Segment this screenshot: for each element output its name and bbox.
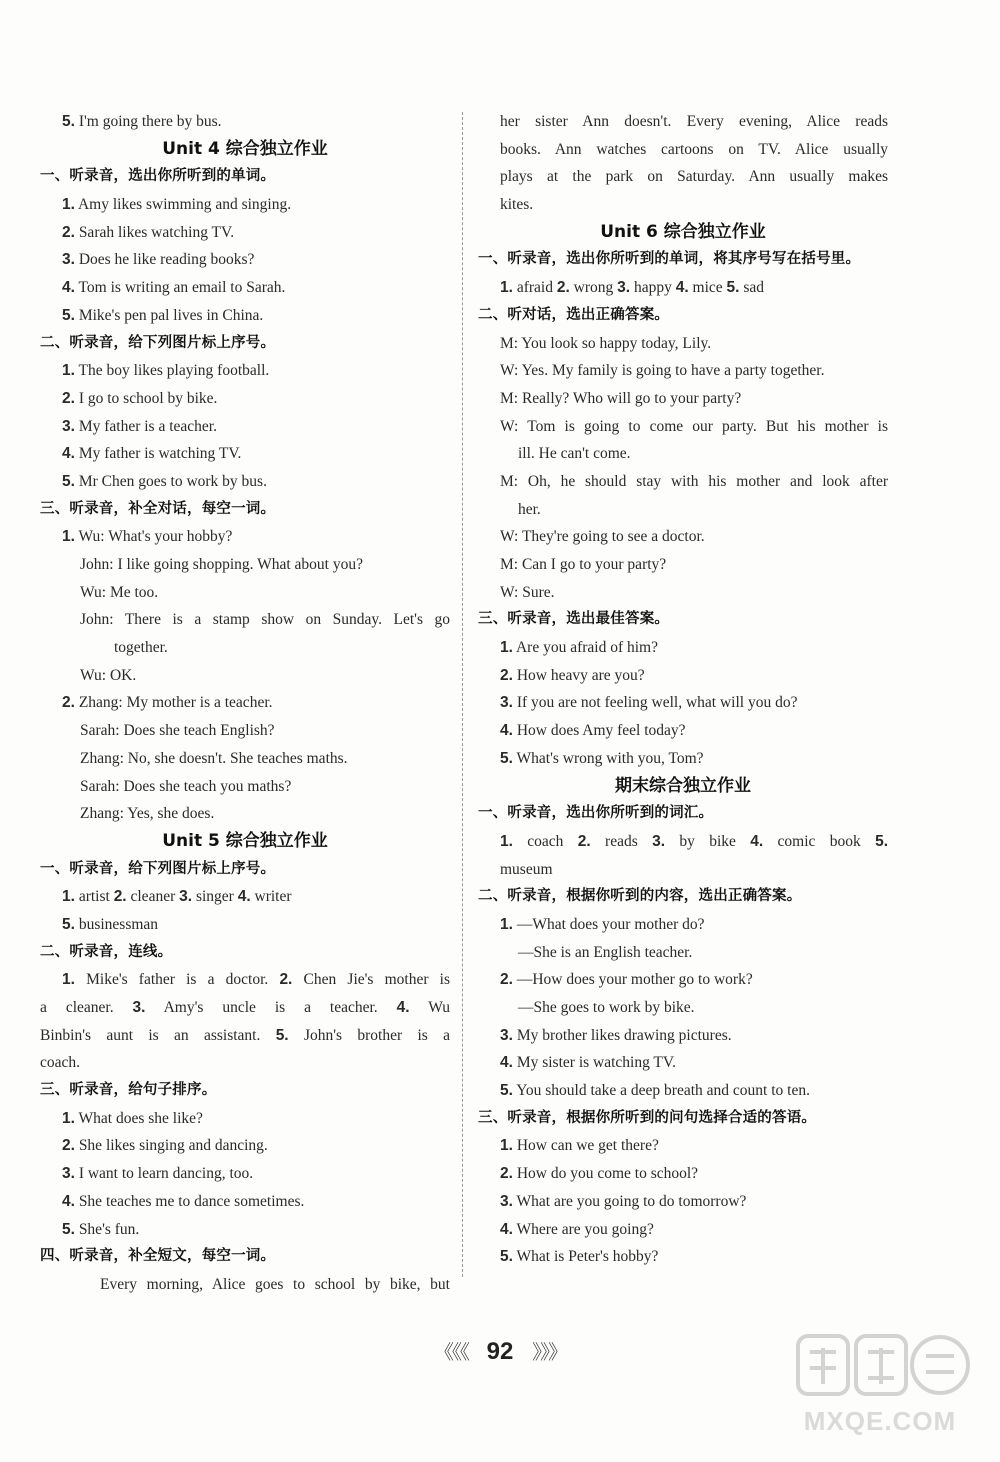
text-line [40, 246, 450, 274]
text-line [40, 966, 450, 994]
item-number: 3. [62, 417, 75, 435]
item-text: Tom is writing an email to Sarah. [78, 279, 286, 297]
item-text: mice [692, 279, 723, 297]
item-number: 4. [500, 1220, 513, 1238]
text-line [478, 1188, 888, 1216]
item-text: Binbin's aunt is an assistant. [40, 1026, 261, 1044]
item-text: My father is watching TV. [78, 445, 242, 463]
item-text: She likes singing and dancing. [78, 1137, 268, 1155]
item-text: Amy's uncle is a teacher. [163, 999, 378, 1016]
item-text: If you are not feeling well, what will you do? [516, 694, 798, 712]
section-heading: 二、听录音，给下列图片标上序号。 [40, 334, 276, 351]
item-number: 5. [500, 1082, 513, 1100]
text-line: John: There is a stamp show on Sunday. Let's go [80, 611, 450, 629]
text-line: W: Yes. My family is going to have a party together. [500, 362, 825, 380]
item-number: 3. [652, 832, 666, 850]
text-line: M: Really? Who will go to your party? [500, 389, 742, 407]
item-number: 1. [62, 196, 75, 214]
text-line: M: You look so happy today, Lily. [500, 334, 712, 352]
item-text: The boy likes playing football. [78, 362, 270, 380]
text-line [40, 1216, 450, 1244]
text-line [478, 828, 888, 856]
item-number: 1. [62, 1109, 75, 1127]
text-line: Wu: Me too. [80, 583, 159, 601]
item-text: What is Peter's hobby? [516, 1248, 659, 1266]
text-line [40, 413, 450, 441]
item-text: I'm going there by bus. [78, 113, 222, 130]
text-line [40, 219, 450, 247]
text-line: W: They're going to see a doctor. [500, 528, 705, 546]
item-number: 4. [62, 1192, 75, 1210]
item-number: 3. [62, 251, 75, 269]
item-text: Zhang: My mother is a teacher. [78, 694, 273, 712]
watermark-text: MXQE.COM [803, 1406, 957, 1436]
item-number: 3. [179, 888, 193, 906]
item-text: Wu: What's your hobby? [78, 528, 233, 546]
item-number: 3. [500, 694, 513, 712]
text-line [40, 689, 450, 717]
section-heading: 二、听录音，根据你听到的内容，选出正确答案。 [478, 888, 802, 905]
item-number: 2. [500, 971, 513, 989]
text-line [478, 717, 888, 745]
section-heading: 四、听录音，补全短文，每空一词。 [40, 1248, 276, 1265]
item-text: Mike's father is a doctor. [86, 971, 269, 989]
item-text: What are you going to do tomorrow? [516, 1192, 747, 1210]
item-text: writer [254, 888, 292, 906]
item-text: John's brother is a [303, 1026, 450, 1044]
item-text: by bike [679, 832, 736, 850]
text-line [478, 634, 888, 662]
text-line: her. [518, 500, 541, 518]
text-line [40, 108, 450, 136]
item-number: 4. [500, 722, 513, 740]
unit-heading: Unit 5 综合独立作业 [162, 830, 328, 851]
text-line [40, 191, 450, 219]
item-text: You should take a deep breath and count to ten. [516, 1082, 810, 1100]
item-number: 2. [62, 389, 75, 407]
item-text: I want to learn dancing, too. [78, 1165, 254, 1183]
item-number: 1. [62, 888, 75, 906]
item-number: 2. [279, 971, 293, 989]
text-line [478, 911, 888, 939]
section-heading: 一、听录音，选出你所听到的单词。 [40, 168, 276, 185]
item-number: 3. [500, 1026, 513, 1044]
item-text: How do you come to school? [516, 1165, 699, 1183]
item-text: Wu [428, 999, 451, 1016]
item-number: 5. [500, 1248, 513, 1266]
item-number: 3. [500, 1192, 513, 1210]
item-text: —What does your mother do? [516, 915, 705, 933]
item-number: 2. [500, 1165, 513, 1183]
item-text: reads [605, 832, 638, 850]
item-text: comic book [777, 832, 861, 850]
page-bracket-right: 》》》 [532, 1342, 567, 1364]
item-text: coach [527, 832, 564, 850]
text-line: W: Tom is going to come our party. But his mother is [500, 417, 888, 435]
item-number: 5. [275, 1026, 289, 1044]
item-number: 2. [500, 666, 513, 684]
text-line: —She goes to work by bike. [518, 999, 695, 1016]
item-text: Are you afraid of him? [515, 639, 658, 657]
item-number: 4. [396, 999, 410, 1016]
section-heading: 一、听录音，给下列图片标上序号。 [40, 860, 276, 877]
text-line [478, 1160, 888, 1188]
right-column [478, 108, 888, 1271]
item-number: 1. [500, 832, 513, 850]
item-number: 3. [617, 279, 631, 297]
text-line [40, 883, 450, 911]
item-number: 4. [750, 832, 764, 850]
item-text: How does Amy feel today? [516, 722, 686, 740]
text-line [40, 523, 450, 551]
item-text: Where are you going? [516, 1220, 654, 1238]
text-line [40, 302, 450, 330]
text-line [478, 689, 888, 717]
item-text: afraid [516, 279, 553, 297]
item-number: 1. [500, 639, 513, 657]
text-line [478, 1132, 888, 1160]
text-line: M: Oh, he should stay with his mother and look after [500, 472, 888, 490]
item-number: 3. [62, 1165, 75, 1183]
text-line [40, 994, 450, 1022]
text-line [478, 1022, 888, 1050]
column-divider [462, 112, 463, 1277]
unit-heading: Unit 6 综合独立作业 [600, 221, 766, 242]
text-line [478, 1077, 888, 1105]
text-line: Sarah: Does she teach English? [80, 722, 275, 740]
text-line [40, 385, 450, 413]
item-text: I go to school by bike. [78, 389, 218, 407]
text-line [478, 1216, 888, 1244]
item-text: wrong [573, 279, 614, 297]
item-text: sad [743, 279, 764, 297]
item-number: 5. [726, 279, 740, 297]
watermark [780, 1328, 980, 1448]
item-number: 5. [500, 749, 513, 767]
section-heading: 三、听录音，补全对话，每空一词。 [40, 500, 276, 517]
section-heading: 一、听录音，选出你所听到的词汇。 [478, 805, 714, 822]
text-line: Sarah: Does she teach you maths? [80, 777, 292, 795]
item-number: 5. [62, 472, 75, 490]
item-text: happy [633, 279, 672, 297]
item-text: She teaches me to dance sometimes. [78, 1192, 305, 1210]
item-text: How heavy are you? [516, 666, 645, 684]
page-bracket-left: 《《《 [433, 1342, 468, 1364]
text-line [40, 1132, 450, 1160]
left-column [40, 108, 450, 1299]
text-line: museum [500, 860, 553, 878]
text-line [40, 440, 450, 468]
item-number: 2. [113, 888, 127, 906]
section-heading: 一、听录音，选出你所听到的单词，将其序号写在括号里。 [478, 251, 861, 268]
text-line [40, 1188, 450, 1216]
item-number: 3. [132, 999, 146, 1016]
item-number: 4. [237, 888, 251, 906]
text-line: coach. [40, 1054, 81, 1072]
text-line: W: Sure. [500, 583, 555, 601]
text-line: kites. [500, 196, 534, 214]
text-line [40, 357, 450, 385]
item-text: How can we get there? [516, 1137, 659, 1155]
item-number: 1. [500, 279, 513, 297]
text-line: M: Can I go to your party? [500, 556, 667, 573]
text-line [40, 274, 450, 302]
item-text: singer [195, 888, 234, 906]
item-number: 4. [62, 445, 75, 463]
item-text: businessman [78, 915, 159, 933]
text-line: —She is an English teacher. [518, 943, 693, 961]
text-line [40, 468, 450, 496]
watermark-logo-icon [780, 1328, 980, 1408]
text-line: plays at the park on Saturday. Ann usually makes [500, 168, 888, 186]
item-number: 2. [577, 832, 591, 850]
item-number: 1. [62, 971, 75, 989]
item-text: cleaner [130, 888, 176, 906]
item-number: 5. [62, 113, 75, 130]
text-line [478, 274, 888, 302]
item-number: 5. [62, 1220, 75, 1238]
section-heading: 二、听对话，选出正确答案。 [478, 306, 670, 323]
text-line [478, 1049, 888, 1077]
unit-heading: Unit 4 综合独立作业 [162, 138, 328, 159]
item-text: My brother likes drawing pictures. [516, 1026, 732, 1044]
item-text: Sarah likes watching TV. [78, 223, 235, 241]
text-line [40, 1105, 450, 1133]
text-line [478, 966, 888, 994]
item-number: 5. [875, 832, 889, 850]
text-line: Zhang: Yes, she does. [80, 805, 215, 823]
item-text: artist [78, 888, 110, 906]
section-heading: 三、听录音，给句子排序。 [40, 1082, 217, 1099]
unit-heading: 期末综合独立作业 [615, 775, 751, 796]
item-number: 2. [62, 694, 75, 712]
section-heading: 三、听录音，根据你所听到的问句选择合适的答语。 [478, 1109, 817, 1126]
text-line: ill. He can't come. [518, 445, 631, 463]
item-text: Mike's pen pal lives in China. [78, 306, 264, 324]
item-text: What's wrong with you, Tom? [516, 749, 704, 767]
text-line [478, 1243, 888, 1271]
text-line: Wu: OK. [80, 666, 137, 684]
item-text: She's fun. [78, 1220, 140, 1238]
text-line: together. [114, 639, 168, 657]
item-number: 2. [62, 1137, 75, 1155]
item-text: Amy likes swimming and singing. [77, 196, 292, 214]
text-line: her sister Ann doesn't. Every evening, Alice reads [500, 113, 888, 130]
item-number: 1. [62, 362, 75, 380]
section-heading: 三、听录音，选出最佳答案。 [478, 611, 670, 628]
item-text: —How does your mother go to work? [516, 971, 753, 989]
text-line [40, 1160, 450, 1188]
item-number: 5. [62, 915, 75, 933]
text-line: Zhang: No, she doesn't. She teaches maths. [80, 749, 348, 767]
item-number: 4. [675, 279, 689, 297]
section-heading: 二、听录音，连线。 [40, 943, 173, 960]
text-line [40, 911, 450, 939]
page-number-value: 92 [486, 1338, 514, 1365]
text-line: John: I like going shopping. What about you? [80, 556, 363, 573]
item-number: 2. [62, 223, 75, 241]
item-number: 1. [500, 915, 513, 933]
item-text: Does he like reading books? [78, 251, 255, 269]
item-number: 4. [62, 279, 75, 297]
item-number: 1. [62, 528, 75, 546]
item-text: My father is a teacher. [78, 417, 217, 435]
item-text: What does she like? [78, 1109, 203, 1127]
item-text: a cleaner. [40, 999, 114, 1016]
item-text: Mr Chen goes to work by bus. [78, 472, 267, 490]
text-line [478, 745, 888, 773]
item-text: Chen Jie's mother is [303, 971, 451, 989]
item-number: 4. [500, 1054, 513, 1072]
item-text: My sister is watching TV. [516, 1054, 676, 1072]
text-line [478, 662, 888, 690]
item-number: 5. [62, 306, 75, 324]
text-line: books. Ann watches cartoons on TV. Alice usually [500, 140, 888, 158]
item-number: 1. [500, 1137, 513, 1155]
item-number: 2. [556, 279, 570, 297]
text-line: Every morning, Alice goes to school by bike, but [100, 1275, 450, 1293]
text-line [40, 1022, 450, 1050]
